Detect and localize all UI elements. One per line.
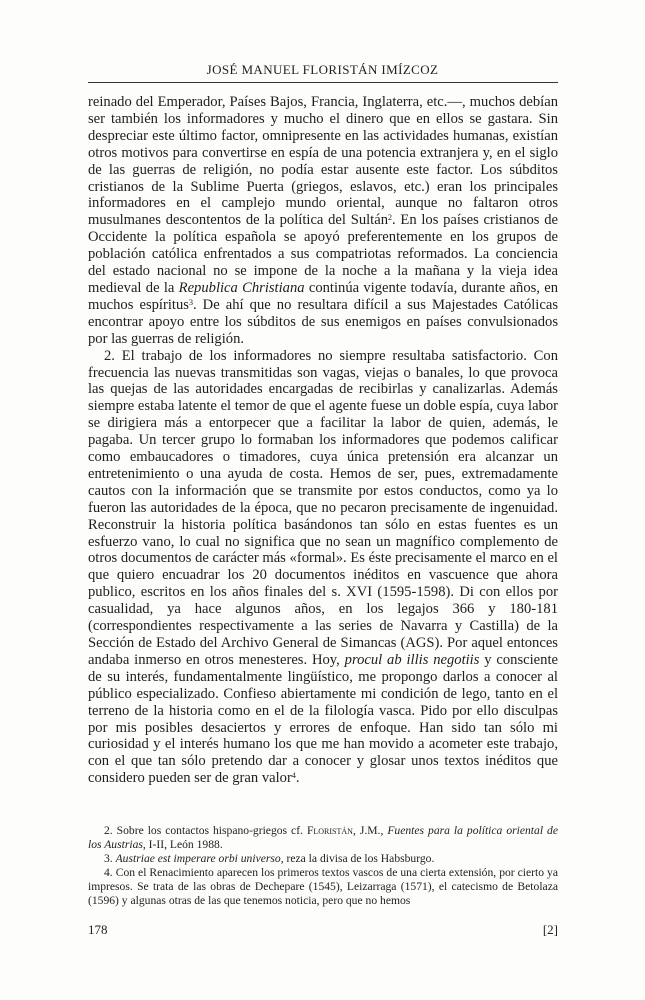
text-span: continúa vigente todavía, durante años, en muchos espíritus — [88, 279, 559, 313]
text-span: 3. — [104, 852, 116, 866]
motto: Austriae est imperare orbi universo — [115, 852, 281, 866]
main-text — [88, 94, 558, 787]
text-span: . — [295, 770, 300, 787]
italic-term: Republica Christiana — [178, 279, 305, 296]
text-span: , reza la divisa de los Habsburgo. — [280, 852, 435, 866]
text-span: . En los países cristianos de Occidente la política española se apoyó preferentemente en los grupos de población católica enfrentados a sus compatriotas reformados. La conciencia del estado nacional no se impone de la noche a la mañana y la vieja idea medieval de la — [88, 212, 558, 296]
footnote-ref-2: 2 — [388, 213, 393, 223]
text-span: , I-II, León 1988. — [142, 838, 223, 852]
text-span: , J.M., — [352, 824, 388, 837]
text-span: . De ahí que no resultara difícil a sus Majestades Católicas encontrar apoyo entre los súbditos de sus enemigos en países convulsionados por las guerras de religión. — [88, 296, 558, 347]
footnote-ref-4: 4 — [291, 771, 296, 781]
paragraph-2 — [88, 348, 558, 788]
text-span: reinado del Emperador, Países Bajos, Francia, Inglaterra, etc.—, muchos debían ser también los informadores y mucho el dinero que en ellos se gastara. Sin despreciar este último factor, omnipresente en las actividades humanas, existían otros motivos para convertirse en espía de una potencia extranjera y, en el siglo de las guerras de religión, no podía estar ausente este factor. Los súbditos cristianos de la Sublime Puerta (griegos, eslavos, etc.) eran los principales informadores en el camplejo mundo oriental, aunque no faltaron otros musulmanes descontentos de la política del Sultán — [88, 94, 558, 229]
footnote-2 — [88, 824, 558, 852]
page-number: 178 — [88, 922, 108, 937]
footnotes — [88, 824, 558, 909]
paragraph-1 — [88, 94, 558, 348]
footnote-3 — [88, 852, 558, 866]
author-name: Floristán — [306, 824, 353, 837]
footnote-4: 4. Con el Renacimiento aparecen los primeros textos vascos de una cierta extensión, por cierto ya impresos. Se trata de las obras de Dechepare (1545), Leizarraga (1571), el catecismo de Betolaza (1596) y algunas otras de las que tenemos noticia, pero que no hemos — [88, 866, 558, 908]
text-span: 2. Sobre los contactos hispano-griegos cf. — [104, 824, 307, 837]
header-rule — [88, 82, 558, 83]
footnote-ref-3: 3 — [188, 297, 193, 307]
running-head: JOSÉ MANUEL FLORISTÁN IMÍZCOZ — [206, 62, 439, 77]
text-span: y consciente de su interés, fundamentalmente lingüístico, me propongo darlos a conocer al público especializado. Confieso abiertamente mi condición de lego, tanto en el terreno de la historia como en el de la filología vasca. Pido por ello disculpas por mis posibles desaciertos y errores de enfoque. Han sido tan sólo mi curiosidad y el interés humano los que me han movido a acometer este trabajo, con el que tan sólo pretendo dar a conocer y glosar unos textos inéditos que considero pueden ser de gran valor — [88, 651, 558, 787]
italic-phrase: procul ab illis negotiis — [344, 651, 480, 668]
text-span: 2. El trabajo de los informadores no siempre resultaba satisfactorio. Con frecuencia las nuevas transmitidas son vagas, viejas o banales, lo que provoca las quejas de las autoridades encargadas de recibirlas y canalizarlas. Además siempre estaba latente el temor de que el agente fuese un doble espía, cuya labor se dirigiera más a entorpecer que a facilitar la labor de quien, además, le pagaba. Un tercer grupo lo formaban los informadores que podemos calificar como embaucadores o timadores, cuya única pretensión era alcanzar un entretenimiento o una ayuda de costa. Hemos de ser, pues, extremadamente cautos con la información que se transmite por estos conductos, como ya lo fueron las autoridades de la época, que no pecaron precisamente de ingenuidad. Reconstruir la historia política basándonos tan sólo en estas fuentes es un esfuerzo vano, lo cual no significa que no sean un magnífico complemento de otros documentos de carácter más «formal». Es éste precisamente el marco en el que quiero encuadrar los 20 documentos inéditos en vascuence que ahora publico, escritos en los años finales del s. XVI (1595-1598). Di con ellos por casualidad, ya hace algunos años, en los legajos 366 y 180-181 (correspondientes respectivamente a las series de Navarra y Castilla) de la Sección de Estado del Archivo General de Simancas (AGS). Por aquel entonces andaba inmerso en otros menesteres. Hoy, — [88, 347, 558, 668]
page-marker: [2] — [542, 922, 558, 937]
book-title: Fuentes para la política oriental de los Austrias — [88, 824, 558, 852]
